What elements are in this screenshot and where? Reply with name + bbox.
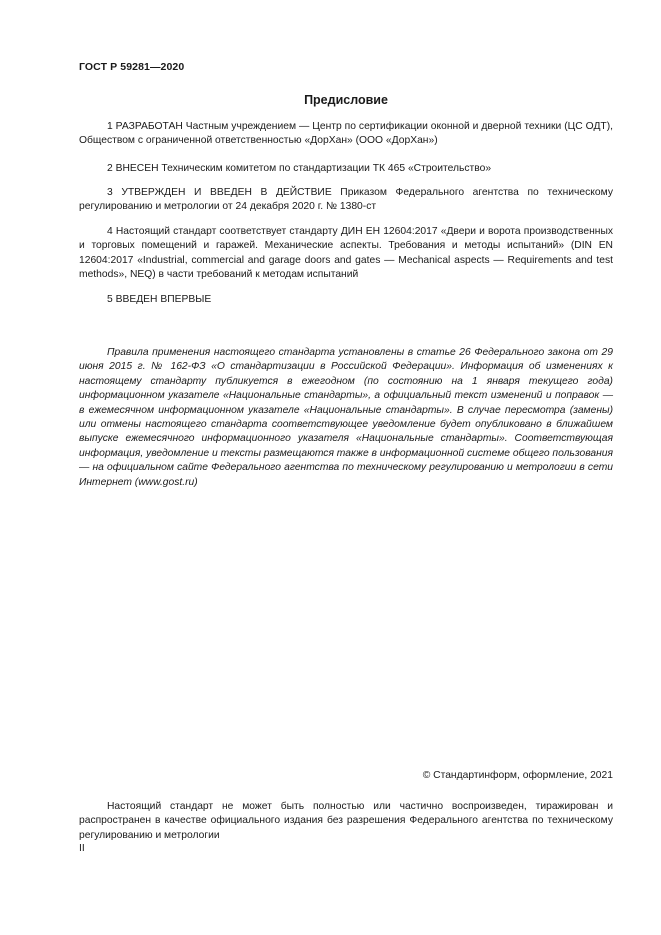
preface-item-4: 4 Настоящий стандарт соответствует стандарту ДИН ЕН 12604:2017 «Двери и ворота производственных и торговых помещений и гаражей. Механические аспекты. Требования и методы испытаний» (DIN EN 12604:2017 «Industrial, commercial and garage doors and gates — Mechanical aspects — Requirements and test methods», NEQ) в части требований к методам испытаний: [79, 226, 613, 281]
page-title: Предисловие: [304, 93, 388, 107]
preface-item-3: 3 УТВЕРЖДЕН И ВВЕДЕН В ДЕЙСТВИЕ Приказом Федерального агентства по техническому регулированию и метрологии от 24 декабря 2020 г. № 1380-ст: [79, 187, 613, 213]
reproduction-notice: Настоящий стандарт не может быть полностью или частично воспроизведен, тиражирован и распространен в качестве официального издания без разрешения Федерального агентства по техническому регулированию и метрологии: [79, 801, 613, 841]
application-rules-note: Правила применения настоящего стандарта установлены в статье 26 Федерального закона от 29 июня 2015 г. № 162-ФЗ «О стандартизации в Российской Федерации». Информация об изменениях к настоящему стандарту публикуется в ежегодном (по состоянию на 1 января текущего года) информационном указателе «Национальные стандарты», а официальный текст изменений и поправок — в ежемесячном информационном указателе «Национальные стандарты». В случае пересмотра (замены) или отмены настоящего стандарта соответствующее уведомление будет опубликовано в ближайшем выпуске ежемесячного информационного указателя «Национальные стандарты». Соответствующая информация, уведомление и тексты размещаются также в информационной системе общего пользования — на официальном сайте Федерального агентства по техническому регулированию и метрологии в сети Интернет (www.gost.ru): [79, 347, 613, 488]
preface-item-2: 2 ВНЕСЕН Техническим комитетом по стандартизации ТК 465 «Строительство»: [107, 163, 492, 174]
preface-item-5: 5 ВВЕДЕН ВПЕРВЫЕ: [107, 294, 212, 305]
preface-item-1: 1 РАЗРАБОТАН Частным учреждением — Центр по сертификации оконной и дверной техники (ЦС ОДТ), Обществом с ограниченной ответственностью «ДорХан» (ООО «ДорХан»): [79, 121, 613, 147]
document-code: ГОСТ Р 59281—2020: [79, 61, 185, 73]
page-number: II: [79, 843, 85, 854]
copyright-notice: © Стандартинформ, оформление, 2021: [422, 770, 613, 781]
